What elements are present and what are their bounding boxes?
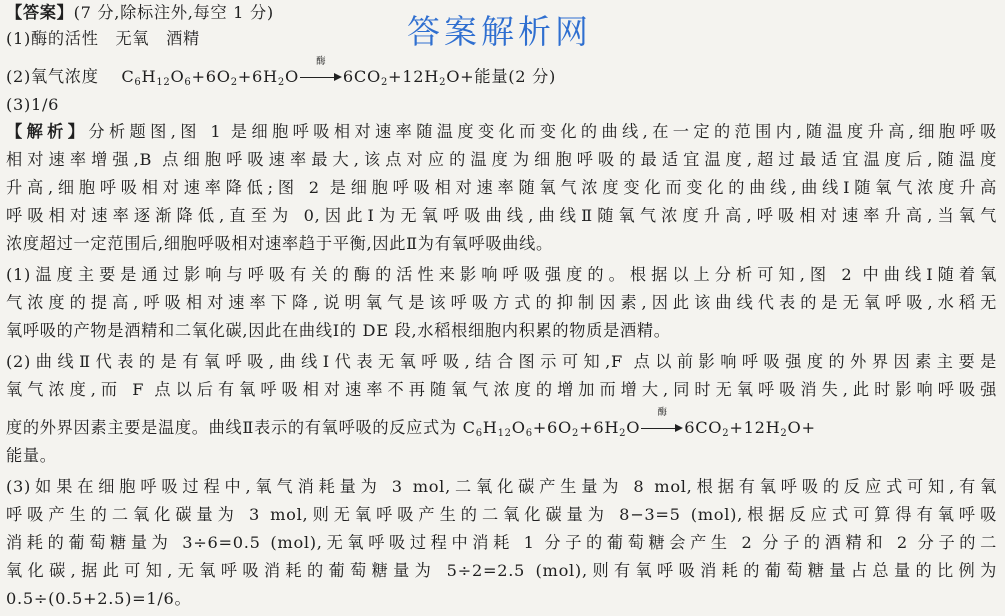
analysis-line-4: 呼吸相对速率逐渐降低,直至为 0,因此Ⅰ为无氧呼吸曲线,曲线Ⅱ随氧气浓度升高,呼吸相对速率升高,当氧气 (6, 206, 997, 225)
answer-tag: 【答案】 (6, 3, 74, 22)
analysis-p3-line-2: 呼吸产生的二氧化碳量为 3 mol,则无氧呼吸产生的二氧化碳量为 8−3=5 (mol),根据反应式可算得有氧呼吸 (6, 505, 997, 524)
reaction-equation-repeat: $C_6H_{12}O_6+6O_2+6H_2O$ 酶 $6CO_2+12H_2O+$ (462, 407, 816, 439)
analysis-p3-line-3: 消耗的葡萄糖量为 3÷6=0.5 (mol),无氧呼吸过程中消耗 1 分子的葡萄糖会产生 2 分子的酒精和 2 分子的二 (6, 533, 997, 552)
analysis-p2-line-3: 度的外界因素主要是温度。曲线Ⅱ表示的有氧呼吸的反应式为 $C_6H_{12}O_6+6O_2+6H_2O$ 酶 $6CO_2+12H_2O+$ (6, 407, 816, 439)
analysis-line-2: 相对速率增强,B 点细胞呼吸速率最大,该点对应的温度为细胞呼吸的最适宜温度,超过最适宜温度后,随温度 (6, 150, 997, 169)
answer-q3: (3)1/6 (6, 95, 60, 114)
answer-scoring-note: (7 分,除标注外,每空 1 分) (73, 3, 274, 22)
analysis-p3-line-5: 0.5÷(0.5+2.5)=1/6。 (6, 589, 192, 608)
analysis-line-1: 【解析】分析题图,图 1 是细胞呼吸相对速率随温度变化而变化的曲线,在一定的范围内,随温度升高,细胞呼吸 (6, 122, 997, 141)
analysis-p3-line-1: (3)如果在细胞呼吸过程中,氧气消耗量为 3 mol,二氧化碳产生量为 8 mol,根据有氧呼吸的反应式可知,有氧 (6, 477, 997, 496)
answer-q1: (1)酶的活性 无氧 酒精 (6, 29, 200, 48)
watermark-text: 答案解析网 (407, 12, 592, 51)
analysis-line-3: 升高,细胞呼吸相对速率降低;图 2 是细胞呼吸相对速率随氧气浓度变化而变化的曲线,曲线Ⅰ随氧气浓度升高 (6, 178, 997, 197)
reaction-equation: $C_6H_{12}O_6+6O_2+6H_2O$ 酶 $6CO_2+12H_2O+$能量(2 分) (121, 56, 556, 88)
reaction-arrow-icon: 酶 (641, 420, 683, 434)
analysis-p1-line-1: (1)温度主要是通过影响与呼吸有关的酶的活性来影响呼吸强度的。根据以上分析可知,图 2 中曲线Ⅰ随着氧 (6, 265, 997, 284)
analysis-p3-line-4: 氧化碳,据此可知,无氧呼吸消耗的葡萄糖量为 5÷2=2.5 (mol),则有氧呼吸消耗的葡萄糖量占总量的比例为 (6, 561, 997, 580)
enzyme-label: 酶 (316, 56, 326, 67)
answer-q2 (6, 56, 997, 90)
analysis-line-5: 浓度超过一定范围后,细胞呼吸相对速率趋于平衡,因此Ⅱ为有氧呼吸曲线。 (6, 234, 553, 253)
answer-q2-prefix: (2)氧气浓度 (6, 67, 116, 86)
analysis-p2-line-2: 氧气浓度,而 F 点以后有氧呼吸相对速率不再随氧气浓度的增加而增大,同时无氧呼吸消失,此时影响呼吸强 (6, 380, 997, 399)
score-note: (2 分) (508, 67, 556, 86)
answer-header (6, 0, 997, 26)
reaction-arrow-icon (300, 56, 342, 83)
analysis-p1-line-2: 气浓度的提高,呼吸相对速率下降,说明氧气是该呼吸方式的抑制因素,因此该曲线代表的是无氧呼吸,水稻无 (6, 293, 997, 312)
analysis-p1-line-3: 氧呼吸的产物是酒精和二氧化碳,因此在曲线Ⅰ的 DE 段,水稻根细胞内积累的物质是酒精。 (6, 321, 671, 340)
analysis-p2-line-1: (2)曲线Ⅱ代表的是有氧呼吸,曲线Ⅰ代表无氧呼吸,结合图示可知,F 点以前影响呼吸强度的外界因素主要是 (6, 352, 997, 371)
analysis-p2-line-4: 能量。 (6, 446, 57, 465)
analysis-tag: 【解析】 (6, 122, 89, 141)
